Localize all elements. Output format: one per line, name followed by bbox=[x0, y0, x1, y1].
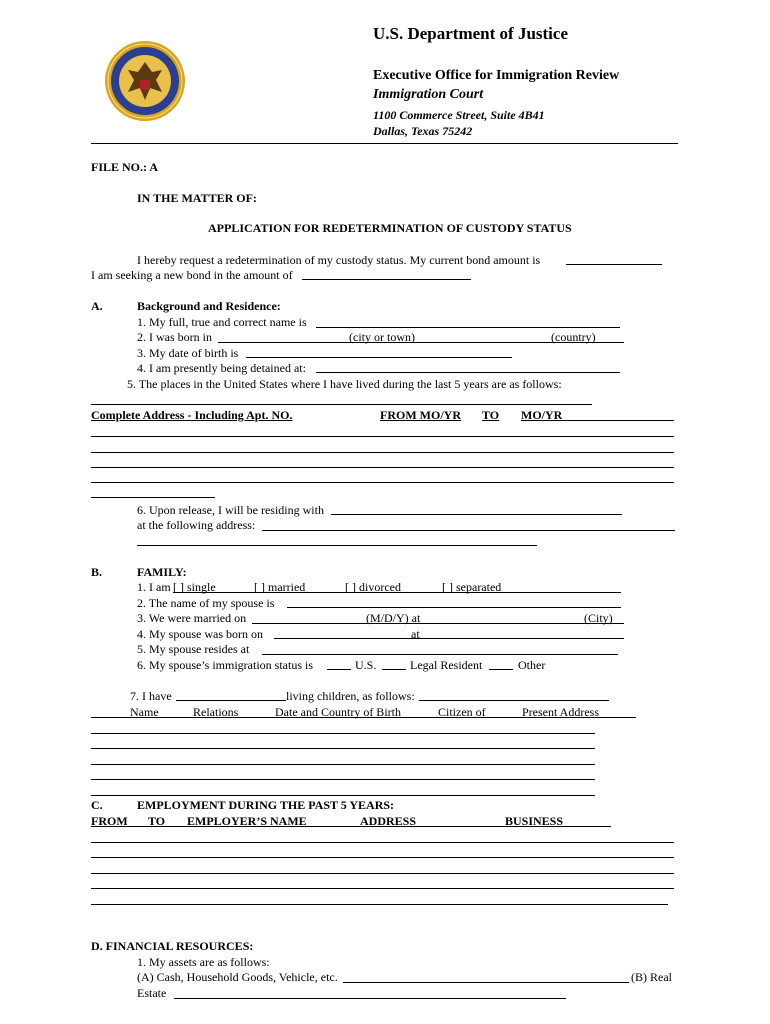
release-address-field[interactable] bbox=[262, 530, 675, 531]
child-line-2[interactable] bbox=[91, 748, 595, 749]
section-d-title: D. FINANCIAL RESOURCES: bbox=[91, 939, 254, 953]
marital-status-line bbox=[173, 592, 621, 593]
spouse-birth-field[interactable] bbox=[274, 638, 624, 639]
city-label: (City) bbox=[584, 611, 613, 625]
estate-label: Estate bbox=[137, 986, 167, 1000]
spouse-residence-field[interactable] bbox=[262, 654, 618, 655]
b-item-3: 3. We were married on bbox=[137, 611, 247, 625]
residing-with-field[interactable] bbox=[331, 514, 622, 515]
section-c-letter: C. bbox=[91, 798, 103, 812]
b-item-4: 4. My spouse was born on bbox=[137, 627, 263, 641]
new-bond-field[interactable] bbox=[302, 279, 471, 280]
release-address-field-2[interactable] bbox=[137, 545, 537, 546]
section-a-title: Background and Residence: bbox=[137, 299, 281, 313]
b-item-7b: living children, as follows: bbox=[286, 689, 415, 703]
separated-checkbox[interactable]: [ ] separated bbox=[442, 580, 502, 594]
residence-line-1[interactable] bbox=[91, 436, 674, 437]
col-emp-from: FROM bbox=[91, 814, 128, 828]
col-name: Name bbox=[130, 705, 159, 719]
col-emp-to: TO bbox=[148, 814, 166, 828]
section-b-letter: B. bbox=[91, 565, 103, 579]
children-follows-line[interactable] bbox=[419, 700, 609, 701]
d-item-1a: (A) Cash, Household Goods, Vehicle, etc. bbox=[137, 970, 338, 984]
residence-line-3[interactable] bbox=[91, 467, 674, 468]
a-item-1: 1. My full, true and correct name is bbox=[137, 315, 307, 329]
children-count-field[interactable] bbox=[176, 700, 286, 701]
b-item-6: 6. My spouse’s immigration status is bbox=[137, 658, 314, 672]
real-estate-field[interactable] bbox=[174, 998, 566, 999]
new-bond-text: I am seeking a new bond in the amount of bbox=[91, 268, 293, 282]
in-the-matter-label: IN THE MATTER OF: bbox=[137, 191, 257, 205]
section-b-title: FAMILY: bbox=[137, 565, 187, 579]
a-item-3: 3. My date of birth is bbox=[137, 346, 239, 360]
date-of-birth-field[interactable] bbox=[246, 357, 512, 358]
married-checkbox[interactable]: [ ] married bbox=[254, 580, 306, 594]
residence-line-5[interactable] bbox=[91, 497, 215, 498]
doj-seal-icon bbox=[104, 40, 186, 122]
assets-field[interactable] bbox=[343, 982, 629, 983]
status-us-label: U.S. bbox=[355, 658, 377, 672]
single-checkbox[interactable]: [ ] single bbox=[173, 580, 216, 594]
col-relations: Relations bbox=[193, 705, 239, 719]
street-address: 1100 Commerce Street, Suite 4B41 bbox=[373, 108, 545, 122]
col-to-moyr: MO/YR bbox=[521, 408, 563, 422]
col-from-moyr: FROM MO/YR bbox=[380, 408, 461, 422]
mdy-at-label: (M/D/Y) at bbox=[366, 611, 421, 625]
country-label: (country) bbox=[551, 330, 596, 344]
col-birth: Date and Country of Birth bbox=[275, 705, 401, 719]
d-item-1: 1. My assets are as follows: bbox=[137, 955, 270, 969]
employment-line-3[interactable] bbox=[91, 873, 674, 874]
section-a-letter: A. bbox=[91, 299, 103, 313]
section-c-title: EMPLOYMENT DURING THE PAST 5 YEARS: bbox=[137, 798, 395, 812]
col-complete-address: Complete Address - Including Apt. NO. bbox=[91, 408, 293, 422]
col-employer: EMPLOYER’S NAME bbox=[187, 814, 307, 828]
employment-header-line bbox=[91, 826, 611, 827]
child-line-3[interactable] bbox=[91, 764, 595, 765]
a-item-6b: at the following address: bbox=[137, 518, 256, 532]
col-present-address: Present Address bbox=[522, 705, 599, 719]
full-name-field[interactable] bbox=[316, 327, 620, 328]
status-other-label: Other bbox=[518, 658, 546, 672]
a-item-6a: 6. Upon release, I will be residing with bbox=[137, 503, 324, 517]
child-line-5[interactable] bbox=[91, 795, 595, 796]
employment-line-4[interactable] bbox=[91, 888, 674, 889]
file-number-label: FILE NO.: A bbox=[91, 160, 159, 174]
b-item-5: 5. My spouse resides at bbox=[137, 642, 250, 656]
residence-line-4[interactable] bbox=[91, 482, 674, 483]
spouse-born-at-label: at bbox=[411, 627, 420, 641]
employment-line-1[interactable] bbox=[91, 842, 674, 843]
d-item-1b: (B) Real bbox=[631, 970, 672, 984]
current-bond-field[interactable] bbox=[566, 264, 662, 265]
status-lr-field[interactable] bbox=[382, 669, 406, 670]
b-item-2: 2. The name of my spouse is bbox=[137, 596, 275, 610]
employment-line-2[interactable] bbox=[91, 857, 674, 858]
employment-line-5[interactable] bbox=[91, 904, 668, 905]
form-title: APPLICATION FOR REDETERMINATION OF CUSTODY STATUS bbox=[208, 221, 572, 235]
office-name: Executive Office for Immigration Review bbox=[373, 68, 620, 83]
bond-request-text: I hereby request a redetermination of my custody status. My current bond amount is bbox=[137, 253, 541, 267]
status-lr-label: Legal Resident bbox=[410, 658, 483, 672]
status-us-field[interactable] bbox=[327, 669, 351, 670]
a-item-5: 5. The places in the United States where I have lived during the last 5 years are as follows: bbox=[127, 377, 562, 391]
department-title: U.S. Department of Justice bbox=[373, 24, 568, 43]
child-line-1[interactable] bbox=[91, 733, 595, 734]
court-name: Immigration Court bbox=[373, 87, 484, 102]
a-item-2: 2. I was born in bbox=[137, 330, 212, 344]
header-divider bbox=[91, 143, 678, 144]
col-to: TO bbox=[482, 408, 500, 422]
city-address: Dallas, Texas 75242 bbox=[373, 124, 473, 138]
spouse-name-field[interactable] bbox=[287, 607, 621, 608]
child-line-4[interactable] bbox=[91, 779, 595, 780]
residence-line-2[interactable] bbox=[91, 452, 674, 453]
children-header-line bbox=[91, 717, 636, 718]
col-emp-address: ADDRESS bbox=[360, 814, 417, 828]
b-item-7a: 7. I have bbox=[130, 689, 172, 703]
detention-location-field[interactable] bbox=[316, 372, 620, 373]
status-other-field[interactable] bbox=[489, 669, 513, 670]
residence-line-0[interactable] bbox=[91, 404, 592, 405]
b-item-1: 1. I am bbox=[137, 580, 171, 594]
city-or-town-label: (city or town) bbox=[349, 330, 415, 344]
col-citizen: Citizen of bbox=[438, 705, 486, 719]
divorced-checkbox[interactable]: [ ] divorced bbox=[345, 580, 401, 594]
col-business: BUSINESS bbox=[505, 814, 564, 828]
marriage-date-field[interactable] bbox=[252, 623, 624, 624]
residence-header-line bbox=[562, 420, 674, 421]
a-item-4: 4. I am presently being detained at: bbox=[137, 361, 306, 375]
